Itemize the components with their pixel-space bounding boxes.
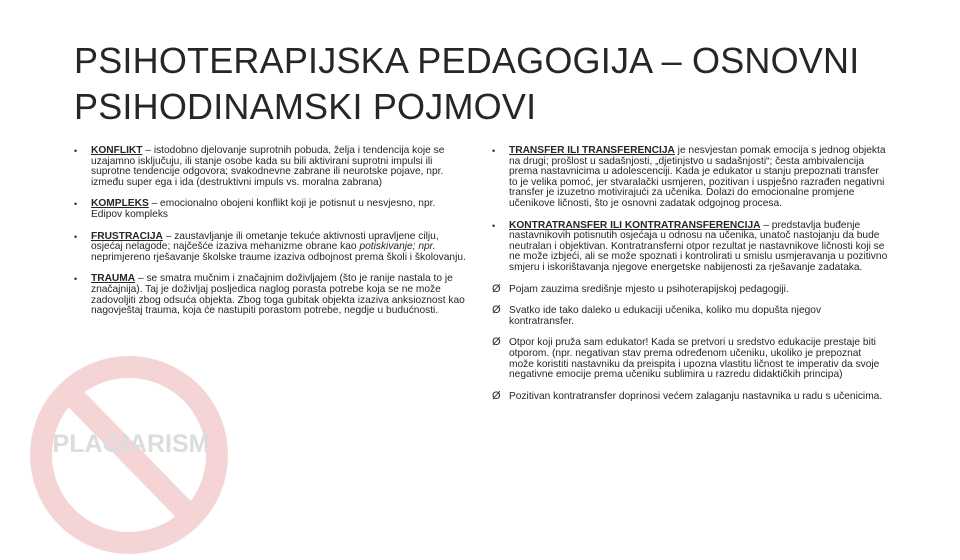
left-column <box>74 146 466 328</box>
term: KONTRATRANSFER ILI KONTRATRANSFERENCIJA <box>509 219 761 231</box>
bullet: • <box>74 231 78 242</box>
definition-tail: neprimjereno rješavanje školske traume izaziva odbojnost prema školi i školovanju. <box>91 251 466 263</box>
bullet: • <box>74 146 78 156</box>
arrow-bullet-icon: Ø <box>492 389 501 402</box>
list-item-pojam <box>492 282 888 296</box>
plagiarism-stamp <box>24 350 234 560</box>
arrow-bullet-icon: Ø <box>492 282 501 295</box>
term: FRUSTRACIJA <box>91 230 163 242</box>
definition-italic: potiskivanje; npr. <box>359 241 436 253</box>
slide-title: PSIHOTERAPIJSKA PEDAGOGIJA – OSNOVNI PSIHODINAMSKI POJMOVI <box>74 40 860 127</box>
point-text: Pojam zauzima središnje mjesto u psihoterapijskoj pedagogiji. <box>509 283 789 295</box>
definition: – se smatra mučnim i značajnim doživljajem (što je ranije nastala to je značajnija). Taj je doživljaj posljedica naglog porasta potrebe koja se ne može zadovoljiti zbog odsuća objekta. Zbog toga gubitak objekta izaziva anksioznost kao nagovještaj trauma, koja će nastupiti porastom potrebe, negdje u budućnosti. <box>91 273 465 317</box>
list-item-pozitivan <box>492 389 888 403</box>
point-text: Otpor koji pruža sam edukator! Kada se pretvori u sredstvo edukacije prestaje biti otporom. (npr. negativan stav prema određenom učeniku, ukoliko je prepoznat može koristiti nastavniku da preispita i upozna vlastitu ličnost te imperativ da svoje negativne emocije prema učeniku sublimira u razredu didaktičkih principa) <box>509 337 880 381</box>
definition: je nesvjestan pomak emocija s jednog objekta na drugi; prošlost u sadašnjosti, „djetinjstvo u sadašnjosti“; česta ambivalencija prema nastavnicima u adolescenciji. Kada je edukator u stanju prepoznati transfer to je velika pomoć, jer stvaralački usmjeren, pozitivan i uspješno razrađen negativni transfer je izuzetno motivirajući za učenika. Dolazi do emocionalne promjene učenikove ličnosti, što je osnovni zadatak odgojnog procesa. <box>509 145 886 209</box>
term: KONFLIKT <box>91 145 143 156</box>
list-item-svatko <box>492 306 888 327</box>
definition: – emocionalno obojeni konflikt koji je potisnut u nesvjesno, npr. Edipov kompleks <box>91 198 436 220</box>
definition: – predstavlja buđenje nastavnikovih potisnutih osjećaja u odnosu na učenika, unatoč nastojanju da bude neutralan i objektivan. Kontratransferni otpor rezultat je nastavnikove ličnosti koji se ne može izbjeći, ali se može spoznati i kontrolirati u smislu usmjeravanja u pozitivno smjeru i iskorištavanja njegove energetske nabijenosti za rješavanje zadataka. <box>509 219 888 273</box>
list-item-otpor <box>492 338 888 380</box>
list-item-transfer <box>492 146 888 210</box>
bullet: • <box>74 274 78 285</box>
bullet: • <box>492 220 496 231</box>
term: TRANSFER ILI TRANSFERENCIJA <box>509 145 675 156</box>
arrow-bullet-icon: Ø <box>492 336 501 349</box>
term: KOMPLEKS <box>91 198 149 210</box>
right-column <box>492 146 888 413</box>
list-item-kontratransfer <box>492 221 888 274</box>
list-item-kompleks <box>74 199 466 220</box>
point-text: Pozitivan kontratransfer doprinosi većem zalaganju nastavnika u radu s učenicima. <box>509 390 883 402</box>
list-item-trauma <box>74 274 466 316</box>
arrow-bullet-icon: Ø <box>492 304 501 317</box>
stamp-text: PLAGIARISM <box>52 430 210 458</box>
bullet: • <box>492 146 496 156</box>
list-item-konflikt <box>74 146 466 188</box>
term: TRAUMA <box>91 273 136 285</box>
definition: – zaustavljanje ili ometanje tekuće aktivnosti upravljene cilju, osjećaj nelagode; najčešće izaziva mehanizme obrane kao <box>91 230 439 253</box>
point-text: Svatko ide tako daleko u edukaciji učenika, koliko mu dopušta njegov kontratransfer. <box>509 305 822 327</box>
bullet: • <box>74 199 78 210</box>
definition: – istodobno djelovanje suprotnih pobuda, želja i tendencija koje se uzajamno isključuju, ili stanje osobe kada su bili aktivirani suprotni impulsi ili suprotne tendencije odgovora; svakodnevne zabrane ili neurotske pojave, npr. između super ega i ida (destruktivni impuls vs. moralna zabrana) <box>91 145 445 188</box>
list-item-frustracija <box>74 232 466 264</box>
